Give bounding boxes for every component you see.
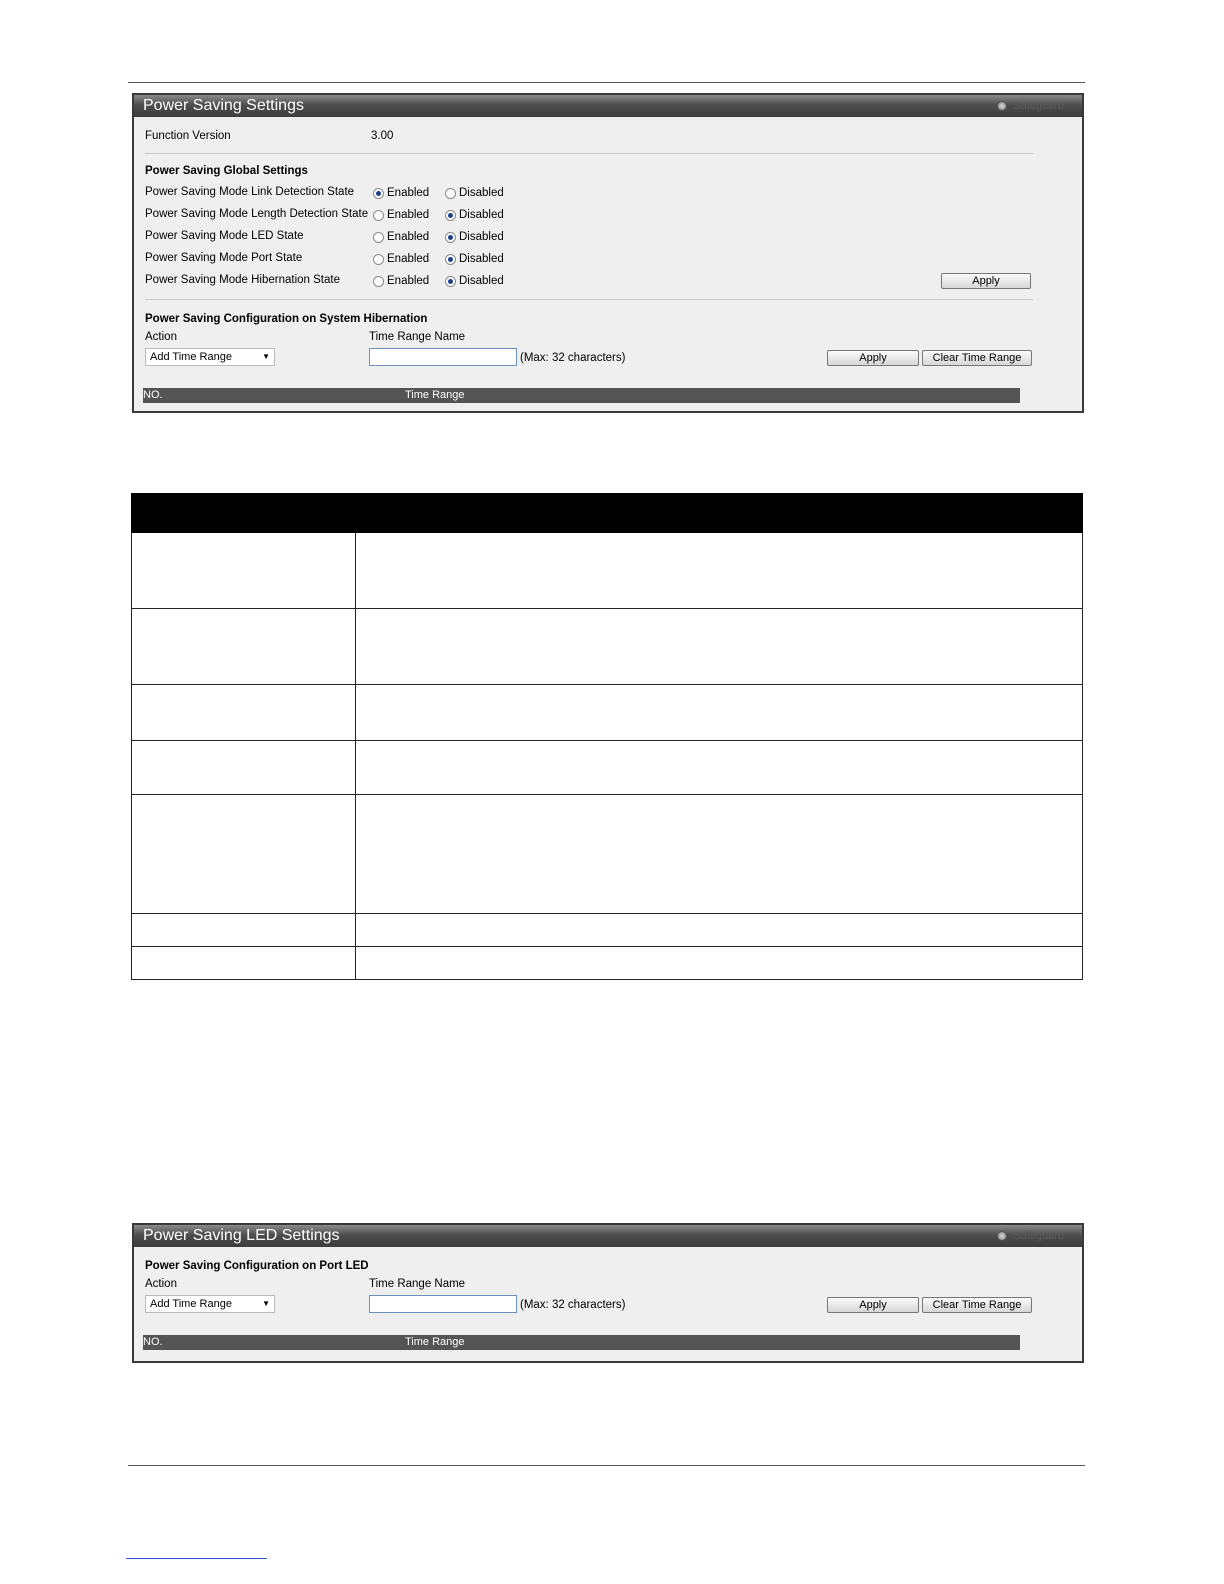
- safeguard-label: Safeguard: [1013, 100, 1064, 112]
- hibernation-heading: Power Saving Configuration on System Hibernation: [145, 313, 428, 325]
- column-header-time-range: Time Range: [405, 389, 465, 401]
- safeguard-indicator: [997, 1225, 1064, 1247]
- table-row: [132, 533, 1083, 609]
- radio-disabled[interactable]: [445, 188, 456, 199]
- radio-disabled-label: Disabled: [459, 209, 504, 221]
- radio-disabled[interactable]: [445, 276, 456, 287]
- clear-time-range-button[interactable]: Clear Time Range: [922, 350, 1032, 366]
- radio-disabled[interactable]: [445, 254, 456, 265]
- radio-enabled-label: Enabled: [387, 275, 430, 287]
- time-range-name-input[interactable]: [369, 1295, 517, 1313]
- table-row: [132, 795, 1083, 914]
- action-select-value: Add Time Range: [150, 351, 232, 363]
- function-version-value: 3.00: [371, 130, 394, 142]
- global-settings-heading: Power Saving Global Settings: [145, 165, 308, 177]
- description-cell: [356, 609, 1083, 685]
- setting-label: Power Saving Mode Length Detection State: [145, 208, 369, 220]
- apply-button[interactable]: Apply: [827, 350, 919, 366]
- radio-disabled-label: Disabled: [459, 275, 504, 287]
- description-cell: [356, 795, 1083, 914]
- bottom-rule: [128, 1465, 1085, 1466]
- separator: [145, 153, 1033, 154]
- separator: [145, 299, 1033, 300]
- port-led-heading: Power Saving Configuration on Port LED: [145, 1260, 369, 1272]
- parameter-cell: [132, 914, 356, 947]
- table-row: [132, 914, 1083, 947]
- chevron-down-icon: ▼: [262, 352, 270, 361]
- time-range-name-label: Time Range Name: [369, 331, 466, 343]
- description-cell: [356, 914, 1083, 947]
- parameter-cell: [132, 795, 356, 914]
- description-cell: [356, 741, 1083, 795]
- safeguard-icon: [997, 1231, 1007, 1241]
- table-row: [132, 947, 1083, 980]
- action-label: Action: [145, 331, 177, 343]
- time-range-name-input[interactable]: [369, 348, 517, 366]
- column-header-no: NO.: [143, 389, 163, 401]
- safeguard-label: Safeguard: [1013, 1230, 1064, 1242]
- setting-label: Power Saving Mode Port State: [145, 252, 303, 264]
- safeguard-indicator: [997, 95, 1064, 117]
- radio-enabled-label: Enabled: [387, 231, 430, 243]
- max-characters-hint: (Max: 32 characters): [520, 1299, 626, 1311]
- column-header-no: NO.: [143, 1336, 163, 1348]
- table-header-cell: [132, 494, 1083, 533]
- parameter-cell: [132, 533, 356, 609]
- radio-disabled[interactable]: [445, 210, 456, 221]
- radio-enabled-label: Enabled: [387, 253, 430, 265]
- radio-enabled-label: Enabled: [387, 209, 430, 221]
- radio-enabled[interactable]: [373, 232, 384, 243]
- panel-title: Power Saving LED Settings: [143, 1227, 340, 1244]
- radio-disabled[interactable]: [445, 232, 456, 243]
- description-cell: [356, 533, 1083, 609]
- max-characters-hint: (Max: 32 characters): [520, 352, 626, 364]
- radio-enabled[interactable]: [373, 254, 384, 265]
- safeguard-icon: [997, 101, 1007, 111]
- setting-label: Power Saving Mode Hibernation State: [145, 274, 340, 286]
- radio-disabled-label: Disabled: [459, 231, 504, 243]
- panel-title-bar: [134, 1225, 1082, 1247]
- table-row: [132, 741, 1083, 795]
- table-row: [132, 609, 1083, 685]
- setting-label: Power Saving Mode LED State: [145, 230, 304, 242]
- radio-enabled[interactable]: [373, 210, 384, 221]
- radio-disabled-label: Disabled: [459, 253, 504, 265]
- panel-title-bar: [134, 95, 1082, 117]
- action-select-value: Add Time Range: [150, 1298, 232, 1310]
- parameter-description-table: [131, 493, 1083, 980]
- action-select[interactable]: [145, 1295, 275, 1313]
- parameter-cell: [132, 741, 356, 795]
- top-rule: [128, 82, 1085, 83]
- global-apply-button[interactable]: Apply: [941, 273, 1031, 289]
- clear-time-range-button[interactable]: Clear Time Range: [922, 1297, 1032, 1313]
- parameter-cell: [132, 609, 356, 685]
- radio-enabled[interactable]: [373, 188, 384, 199]
- panel-title: Power Saving Settings: [143, 97, 304, 114]
- time-range-table-header: [143, 1335, 1020, 1350]
- table-row: [132, 685, 1083, 741]
- column-header-time-range: Time Range: [405, 1336, 465, 1348]
- parameter-cell: [132, 947, 356, 980]
- action-label: Action: [145, 1278, 177, 1290]
- chevron-down-icon: ▼: [262, 1299, 270, 1308]
- description-cell: [356, 685, 1083, 741]
- time-range-table-header: [143, 388, 1020, 403]
- action-select[interactable]: [145, 348, 275, 366]
- radio-enabled-label: Enabled: [387, 187, 430, 199]
- parameter-cell: [132, 685, 356, 741]
- apply-button[interactable]: Apply: [827, 1297, 919, 1313]
- function-version-label: Function Version: [145, 130, 231, 142]
- table-header-row: [132, 494, 1083, 533]
- time-range-name-label: Time Range Name: [369, 1278, 466, 1290]
- footer-link-underline[interactable]: [126, 1558, 267, 1559]
- power-saving-settings-panel: [132, 93, 1084, 413]
- setting-label: Power Saving Mode Link Detection State: [145, 186, 355, 198]
- power-saving-led-settings-panel: [132, 1223, 1084, 1363]
- description-cell: [356, 947, 1083, 980]
- radio-enabled[interactable]: [373, 276, 384, 287]
- radio-disabled-label: Disabled: [459, 187, 504, 199]
